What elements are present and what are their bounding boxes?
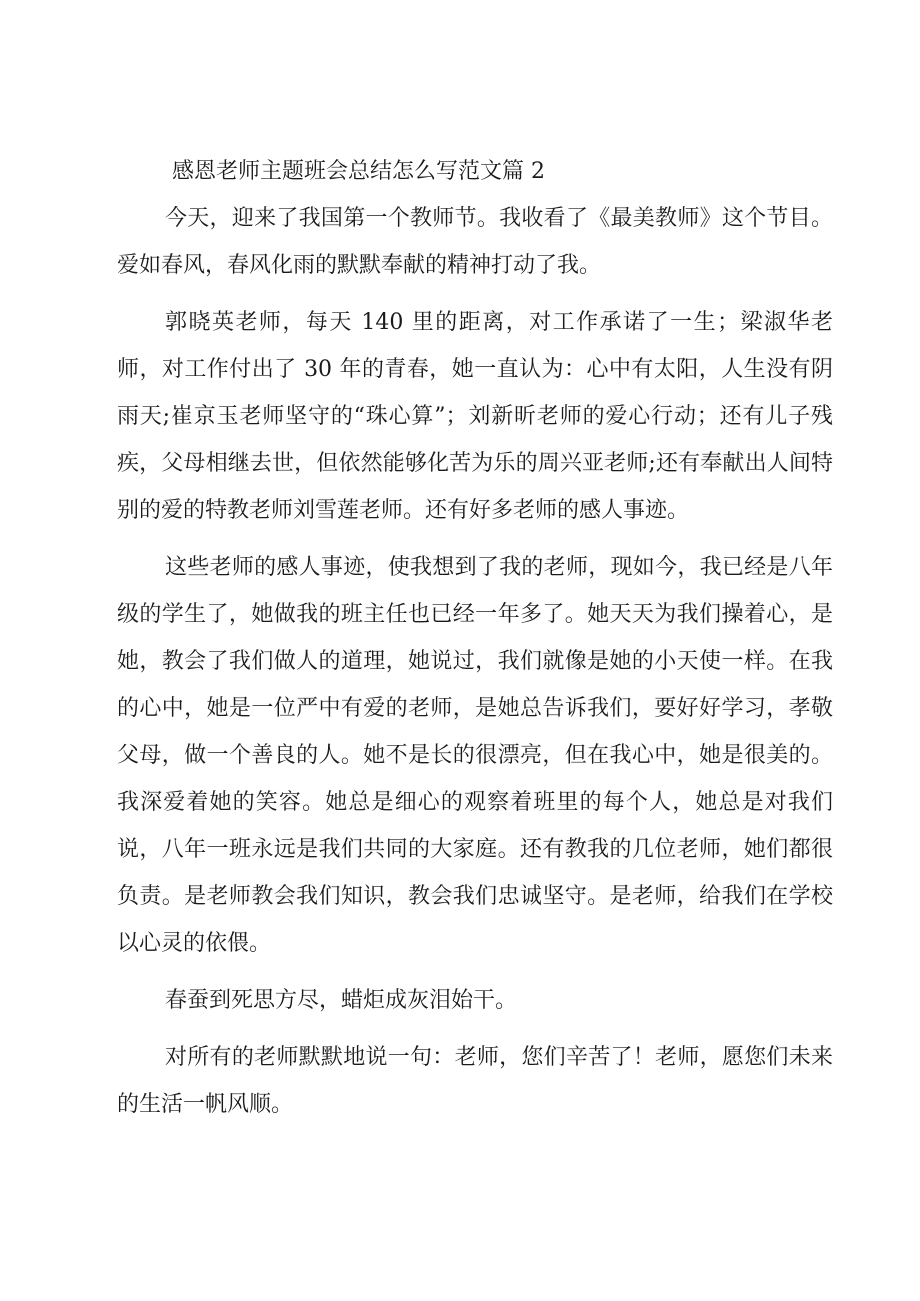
paragraph-teachers: 郭晓英老师，每天 140 里的距离，对工作承诺了一生；梁淑华老师，对工作付出了 30 年的青春，她一直认为：心中有太阳，人生没有阴雨天;崔京玉老师坚守的“珠心算”；刘新昕老师的爱心行动；还有儿子残疾，父母相继去世，但依然能够化苦为乐的周兴亚老师;还有奉献出人间特别的爱的特教老师刘雪莲老师。还有好多老师的感人事迹。 (117, 310, 833, 523)
document-title: 感恩老师主题班会总结怎么写范文篇 2 (172, 159, 545, 184)
paragraph-my-teacher: 这些老师的感人事迹，使我想到了我的老师，现如今，我已经是八年级的学生了，她做我的班主任也已经一年多了。她天天为我们操着心，是她，教会了我们做人的道理，她说过，我们就像是她的小天使一样。在我的心中，她是一位严中有爱的老师，是她总告诉我们，要好好学习，孝敬父母，做一个善良的人。她不是长的很漂亮，但在我心中，她是很美的。我深爱着她的笑容。她总是细心的观察着班里的每个人，她总是对我们说，八年一班永远是我们共同的大家庭。还有教我的几位老师，她们都很负责。是老师教会我们知识，教会我们忠诚坚守。是老师，给我们在学校以心灵的依偎。 (117, 555, 833, 956)
paragraph-intro: 今天，迎来了我国第一个教师节。我收看了《最美教师》这个节目。爱如春风，春风化雨的默默奉献的精神打动了我。 (117, 206, 833, 278)
document-body (117, 148, 833, 1128)
paragraph-closing: 对所有的老师默默地说一句：老师，您们辛苦了！老师，愿您们未来的生活一帆风顺。 (117, 1045, 833, 1117)
paragraph-poem: 春蚕到死思方尽，蜡炬成灰泪始干。 (165, 988, 518, 1013)
